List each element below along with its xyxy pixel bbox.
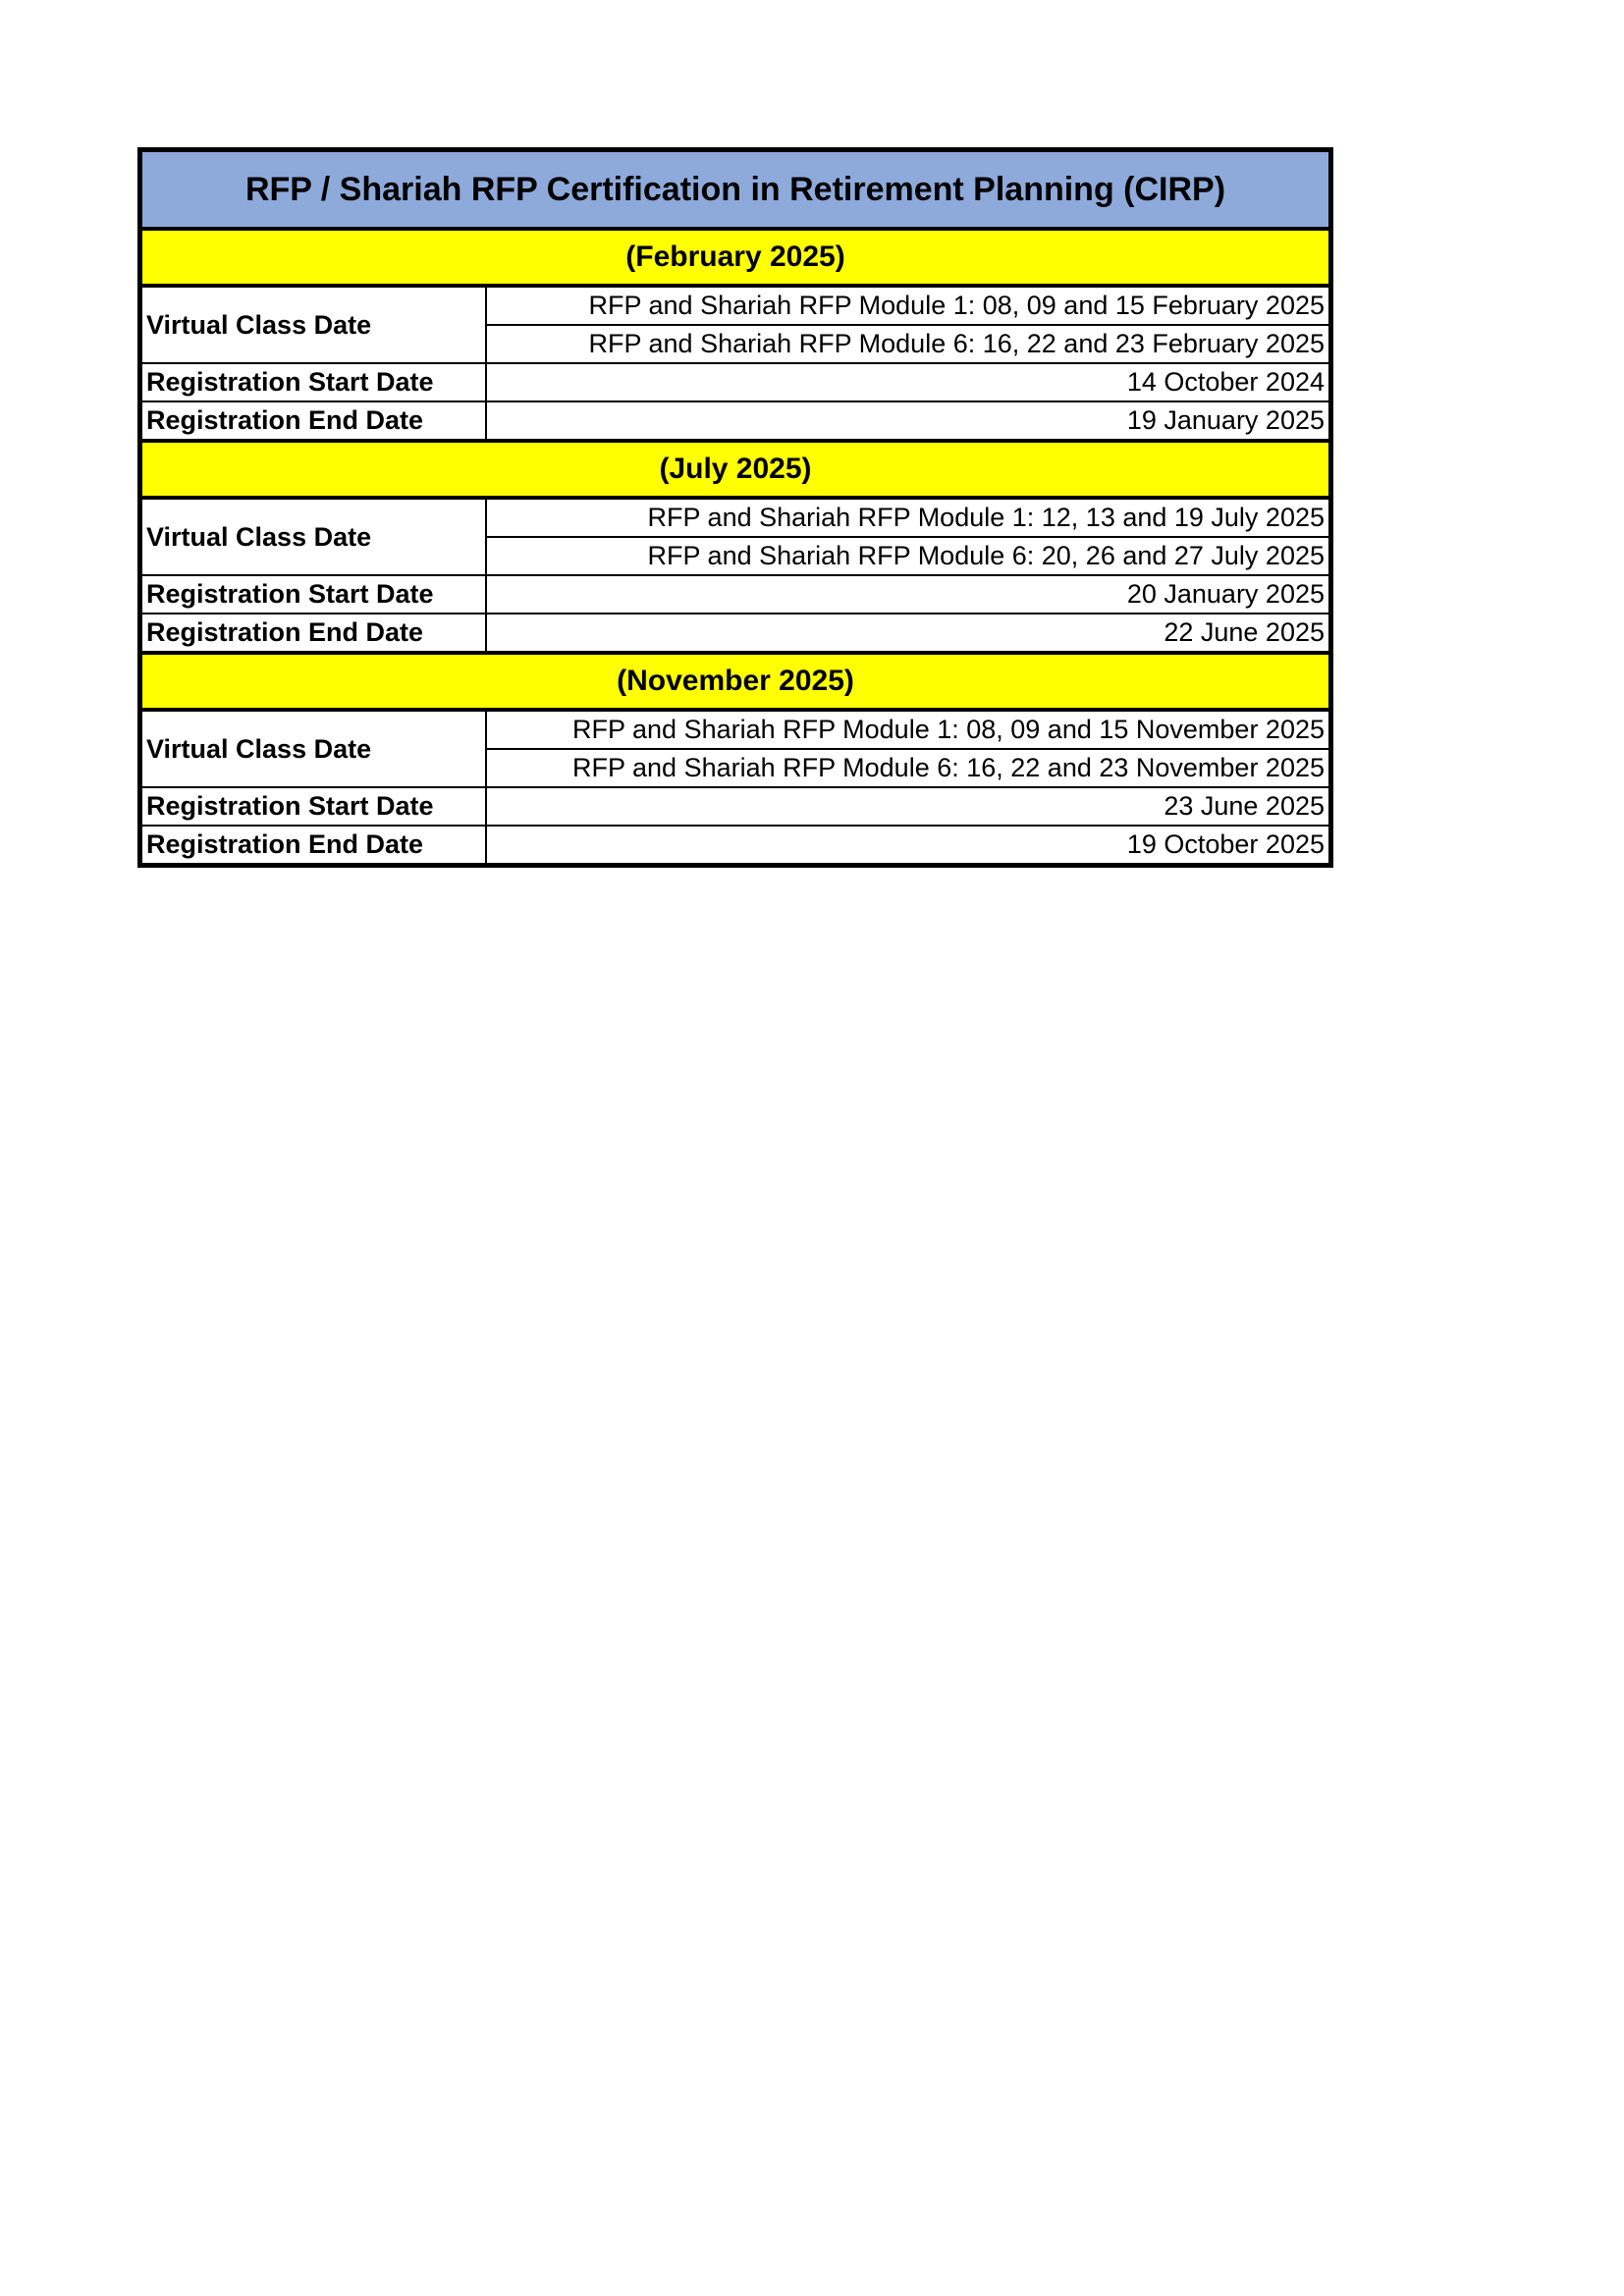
period-row	[140, 229, 1331, 286]
period-row	[140, 653, 1331, 710]
period-heading-february: (February 2025)	[140, 229, 1331, 286]
registration-end-label: Registration End Date	[140, 401, 486, 441]
registration-start-date: 20 January 2025	[486, 575, 1331, 614]
period-row	[140, 441, 1331, 498]
registration-start-label: Registration Start Date	[140, 363, 486, 401]
table-row	[140, 787, 1331, 826]
period-heading-november: (November 2025)	[140, 653, 1331, 710]
registration-start-label: Registration Start Date	[140, 575, 486, 614]
virtual-class-label: Virtual Class Date	[140, 710, 486, 787]
registration-end-date: 19 January 2025	[486, 401, 1331, 441]
registration-end-date: 19 October 2025	[486, 826, 1331, 866]
registration-start-date: 23 June 2025	[486, 787, 1331, 826]
registration-end-label: Registration End Date	[140, 614, 486, 653]
registration-end-label: Registration End Date	[140, 826, 486, 866]
period-heading-july: (July 2025)	[140, 441, 1331, 498]
registration-start-date: 14 October 2024	[486, 363, 1331, 401]
registration-start-label: Registration Start Date	[140, 787, 486, 826]
virtual-class-label: Virtual Class Date	[140, 286, 486, 363]
virtual-class-date: RFP and Shariah RFP Module 6: 16, 22 and 23 February 2025	[486, 325, 1331, 363]
table-row	[140, 498, 1331, 537]
title-row	[140, 150, 1331, 230]
table-title: RFP / Shariah RFP Certification in Retirement Planning (CIRP)	[140, 150, 1331, 230]
virtual-class-label: Virtual Class Date	[140, 498, 486, 575]
schedule-table	[137, 147, 1333, 868]
virtual-class-date: RFP and Shariah RFP Module 1: 08, 09 and 15 February 2025	[486, 286, 1331, 325]
table-row	[140, 710, 1331, 749]
table-row	[140, 363, 1331, 401]
virtual-class-date: RFP and Shariah RFP Module 1: 08, 09 and 15 November 2025	[486, 710, 1331, 749]
table-row	[140, 286, 1331, 325]
virtual-class-date: RFP and Shariah RFP Module 6: 16, 22 and 23 November 2025	[486, 749, 1331, 787]
virtual-class-date: RFP and Shariah RFP Module 6: 20, 26 and 27 July 2025	[486, 537, 1331, 575]
table-row	[140, 826, 1331, 866]
table-row	[140, 614, 1331, 653]
table-row	[140, 401, 1331, 441]
table-row	[140, 575, 1331, 614]
virtual-class-date: RFP and Shariah RFP Module 1: 12, 13 and 19 July 2025	[486, 498, 1331, 537]
registration-end-date: 22 June 2025	[486, 614, 1331, 653]
